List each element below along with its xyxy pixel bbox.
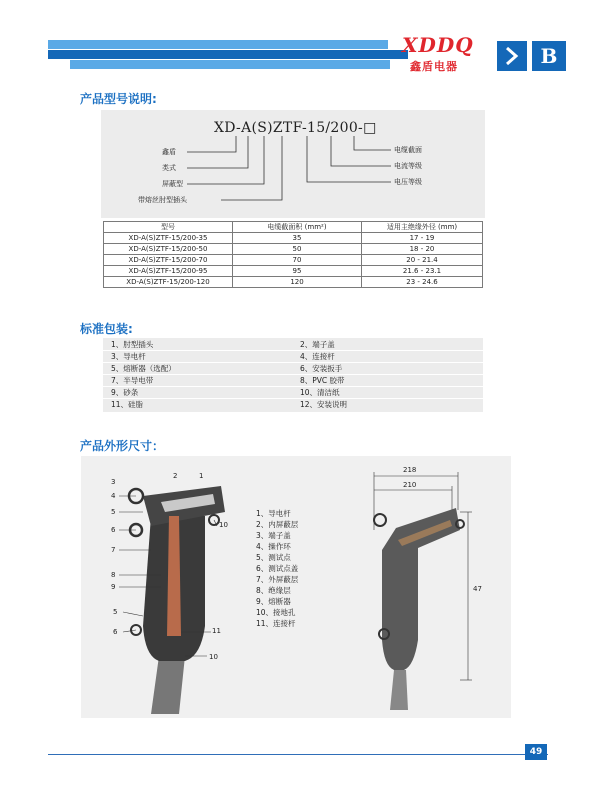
legend-item: 9、熔断器 <box>256 597 291 606</box>
header-stripe-light <box>48 40 388 49</box>
callout-number: 2 <box>173 472 178 480</box>
table-row <box>104 233 483 244</box>
page-number: 49 <box>525 744 547 760</box>
table-row <box>104 244 483 255</box>
table-cell: 35 <box>233 233 362 244</box>
table-cell: XD-A(S)ZTF-15/200-35 <box>104 233 233 244</box>
table-cell: XD-A(S)ZTF-15/200-70 <box>104 255 233 266</box>
packaging-item: 7、半导电带 <box>111 376 154 385</box>
callout-number: 10 <box>219 521 228 529</box>
cable-tail <box>151 656 185 714</box>
table-row <box>104 277 483 288</box>
table-cell: 18 - 20 <box>362 244 483 255</box>
packaging-item: 11、硅脂 <box>111 400 144 409</box>
legend-item: 8、绝缘层 <box>256 586 291 595</box>
callout-number: 5 <box>111 508 116 516</box>
elbow-connector-outline-drawing <box>360 470 490 710</box>
legend-item: 5、测试点 <box>256 553 291 562</box>
logo-chinese-name: 鑫盾电器 <box>410 60 458 73</box>
table-cell: 120 <box>233 277 362 288</box>
header-stripe-light-2 <box>70 60 390 69</box>
table-row <box>104 266 483 277</box>
label-current-rating: 电流等级 <box>394 162 422 170</box>
callout-number: 8 <box>111 571 116 579</box>
packaging-item: 9、砂条 <box>111 388 139 397</box>
label-type: 类式 <box>162 164 176 172</box>
spec-table <box>103 221 483 288</box>
dim-height: 47 <box>473 585 482 593</box>
label-shielded: 屏蔽型 <box>162 180 183 188</box>
logo: XDDQ <box>402 33 474 57</box>
legend-item: 10、接地孔 <box>256 608 296 617</box>
packaging-item: 12、安装说明 <box>300 400 348 409</box>
callout-number: 10 <box>209 653 218 661</box>
packaging-item: 4、连接杆 <box>300 352 335 361</box>
table-header: 电缆截面积 (mm²) <box>233 222 362 233</box>
packaging-section-title: 标准包装: <box>80 322 133 336</box>
table-row <box>104 255 483 266</box>
dim-width-outer: 218 <box>403 466 417 474</box>
conductor <box>167 516 181 636</box>
section-letter-badge: B <box>532 41 566 71</box>
table-cell: XD-A(S)ZTF-15/200-50 <box>104 244 233 255</box>
legend-item: 7、外屏蔽层 <box>256 575 299 584</box>
callout-number: 4 <box>111 492 116 500</box>
legend-item: 3、端子盖 <box>256 531 291 540</box>
dimension-section-title: 产品外形尺寸： <box>80 439 165 453</box>
legend-item: 2、内屏蔽层 <box>256 520 299 529</box>
table-header: 型号 <box>104 222 233 233</box>
table-cell: XD-A(S)ZTF-15/200-95 <box>104 266 233 277</box>
label-fused-elbow: 带熔丝肘型插头 <box>138 196 187 204</box>
legend-item: 6、测试点盖 <box>256 564 299 573</box>
footer-divider <box>48 754 548 755</box>
packaging-item: 10、清洁纸 <box>300 388 340 397</box>
packaging-item: 8、PVC 胶带 <box>300 376 345 385</box>
packaging-item: 1、肘型插头 <box>111 340 154 349</box>
label-cable-section: 电缆截面 <box>394 146 422 154</box>
legend-item: 1、导电杆 <box>256 509 291 518</box>
table-header: 适用主绝缘外径 (mm) <box>362 222 483 233</box>
table-cell: 21.6 - 23.1 <box>362 266 483 277</box>
table-cell: 50 <box>233 244 362 255</box>
callout-number: 3 <box>111 478 116 486</box>
model-code: XD-A(S)ZTF-15/200-□ <box>214 120 377 136</box>
outline-operating-ring <box>374 514 386 526</box>
callout-number: 9 <box>111 583 116 591</box>
label-brand: 鑫盾 <box>162 148 176 156</box>
table-cell: 20 - 21.4 <box>362 255 483 266</box>
model-section-title: 产品型号说明: <box>80 92 157 106</box>
connector-outline-cable <box>390 670 408 710</box>
packaging-item: 5、熔断器（选配） <box>111 364 176 373</box>
divider <box>103 350 483 351</box>
dim-width-inner: 210 <box>403 481 417 489</box>
table-cell: 70 <box>233 255 362 266</box>
legend-item: 11、连接杆 <box>256 619 296 628</box>
table-cell: 17 - 19 <box>362 233 483 244</box>
callout-number: 7 <box>111 546 116 554</box>
divider <box>103 398 483 399</box>
callout-number: 11 <box>212 627 221 635</box>
header-stripe-dark <box>48 50 408 59</box>
divider <box>103 374 483 375</box>
callout-number: 6 <box>111 526 116 534</box>
packaging-item: 3、导电杆 <box>111 352 146 361</box>
callout-number: 1 <box>199 472 204 480</box>
packaging-item: 6、安装扳手 <box>300 364 343 373</box>
packaging-item: 2、端子盖 <box>300 340 335 349</box>
legend-item: 4、操作环 <box>256 542 291 551</box>
divider <box>103 386 483 387</box>
callout-number: 6 <box>113 628 118 636</box>
chevron-right-icon <box>497 41 527 71</box>
table-cell: 23 - 24.6 <box>362 277 483 288</box>
table-cell: XD-A(S)ZTF-15/200-120 <box>104 277 233 288</box>
table-header-row <box>104 222 483 233</box>
table-cell: 95 <box>233 266 362 277</box>
next-chevron-button[interactable] <box>497 41 527 71</box>
callout-number: 5 <box>113 608 118 616</box>
label-voltage-rating: 电压等级 <box>394 178 422 186</box>
